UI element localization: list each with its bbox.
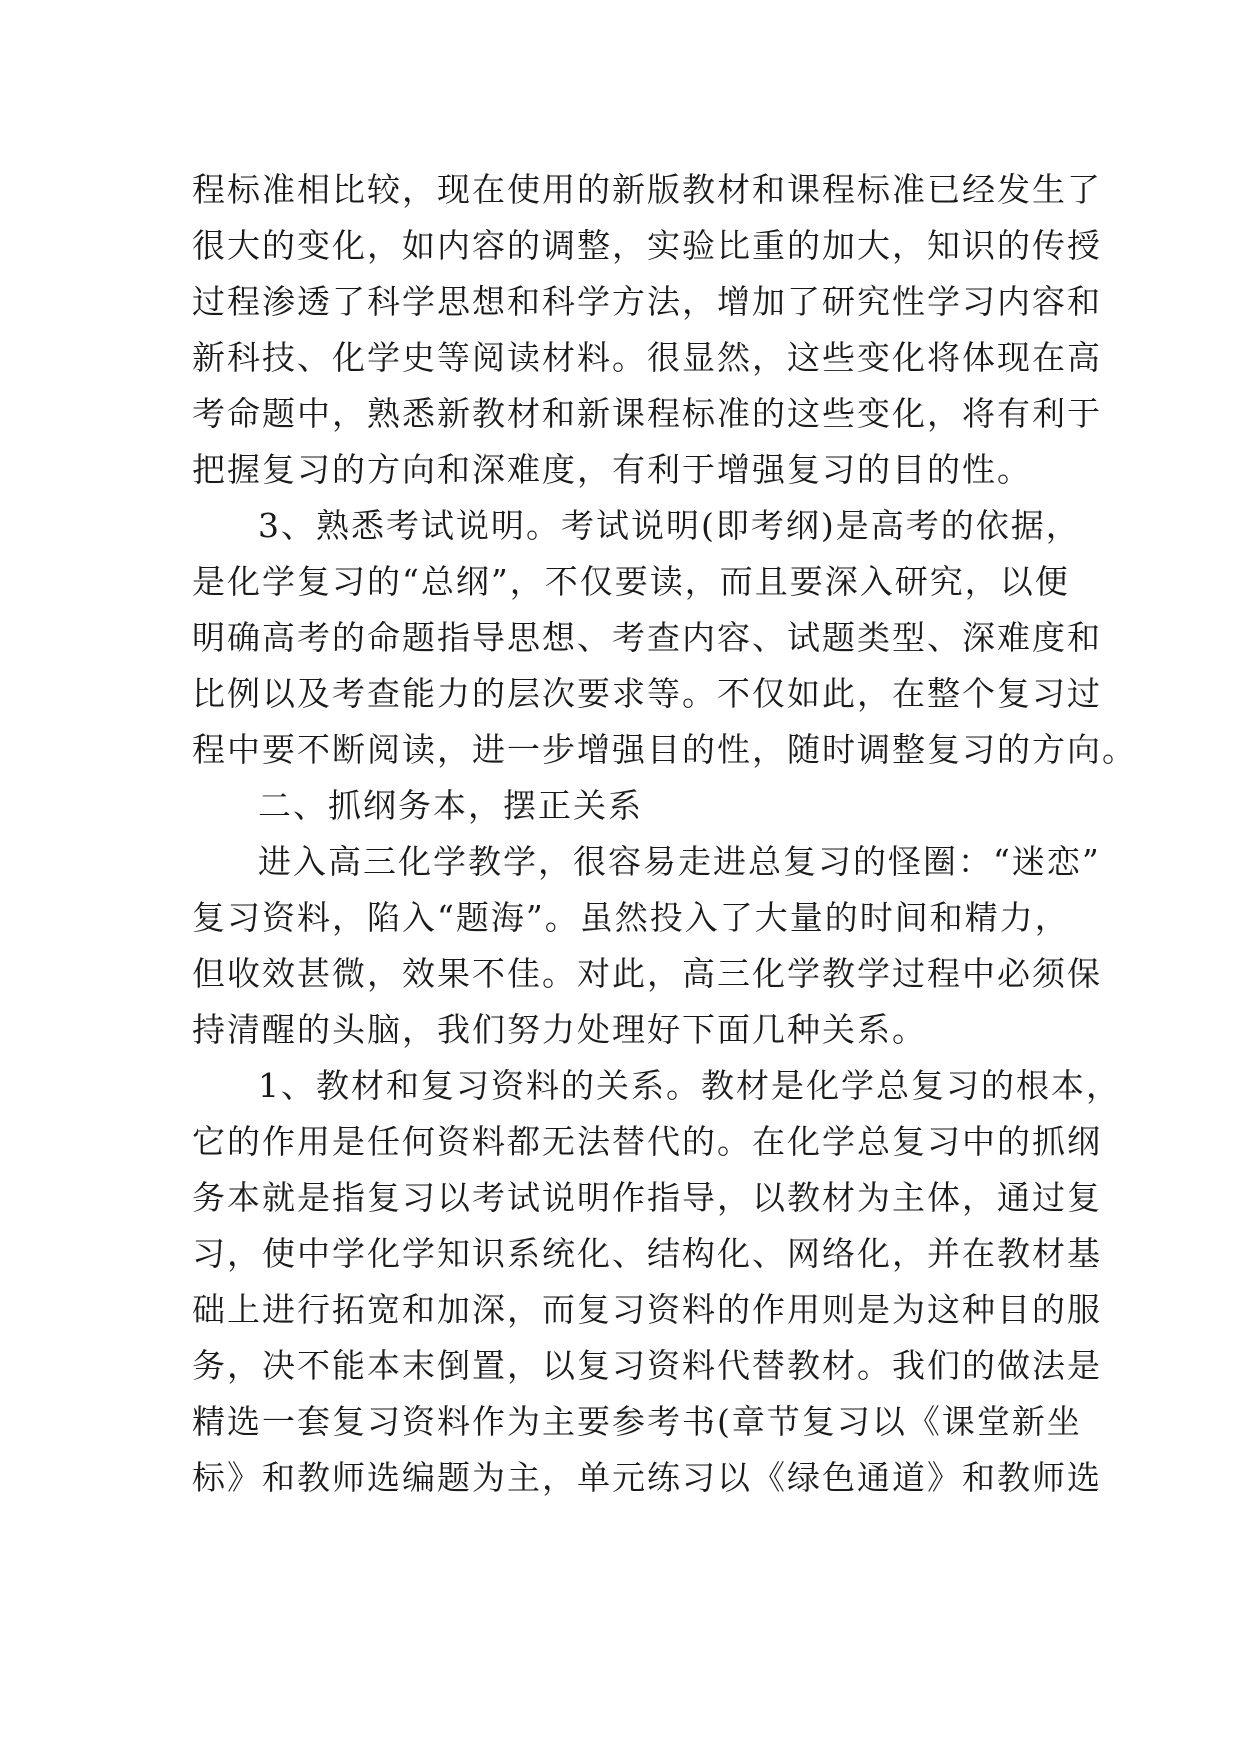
text-line: 比例以及考查能力的层次要求等。不仅如此，在整个复习过	[192, 674, 1102, 713]
text-line: 但收效甚微，效果不佳。对此，高三化学教学过程中必须保	[192, 954, 1102, 993]
text-line: 程标准相比较，现在使用的新版教材和课程标准已经发生了	[192, 170, 1102, 209]
text-line: 标》和教师选编题为主，单元练习以《绿色通道》和教师选	[192, 1458, 1102, 1497]
text-line: 务，决不能本末倒置，以复习资料代替教材。我们的做法是	[192, 1346, 1102, 1385]
text-line: 它的作用是任何资料都无法替代的。在化学总复习中的抓纲	[192, 1122, 1102, 1161]
text-line: 是化学复习的“总纲”，不仅要读，而且要深入研究，以便	[192, 562, 1070, 601]
text-line: 明确高考的命题指导思想、考查内容、试题类型、深难度和	[192, 618, 1102, 657]
text-line: 务本就是指复习以考试说明作指导，以教材为主体，通过复	[192, 1178, 1102, 1217]
text-line: 1、教材和复习资料的关系。教材是化学总复习的根本，	[258, 1066, 1121, 1105]
text-line: 考命题中，熟悉新教材和新课程标准的这些变化，将有利于	[192, 394, 1102, 433]
text-line: 过程渗透了科学思想和科学方法，增加了研究性学习内容和	[192, 282, 1102, 321]
text-line: 础上进行拓宽和加深，而复习资料的作用则是为这种目的服	[192, 1290, 1102, 1329]
text-line: 精选一套复习资料作为主要参考书(章节复习以《课堂新坐	[192, 1402, 1082, 1441]
text-line: 进入高三化学教学，很容易走进总复习的怪圈：“迷恋”	[258, 842, 1101, 881]
text-line: 新科技、化学史等阅读材料。很显然，这些变化将体现在高	[192, 338, 1102, 377]
text-line: 习，使中学化学知识系统化、结构化、网络化，并在教材基	[192, 1234, 1102, 1273]
text-line: 很大的变化，如内容的调整，实验比重的加大，知识的传授	[192, 226, 1102, 265]
body-text	[192, 162, 1137, 1506]
text-line: 二、抓纲务本，摆正关系	[258, 786, 643, 825]
text-line: 复习资料，陷入“题海”。虽然投入了大量的时间和精力，	[192, 898, 1070, 937]
text-line: 程中要不断阅读，进一步增强目的性，随时调整复习的方向。	[192, 730, 1137, 769]
text-line: 持清醒的头脑，我们努力处理好下面几种关系。	[192, 1010, 927, 1049]
text-line: 3、熟悉考试说明。考试说明(即考纲)是高考的依据，	[258, 506, 1081, 545]
text-line: 把握复习的方向和深难度，有利于增强复习的目的性。	[192, 450, 1032, 489]
